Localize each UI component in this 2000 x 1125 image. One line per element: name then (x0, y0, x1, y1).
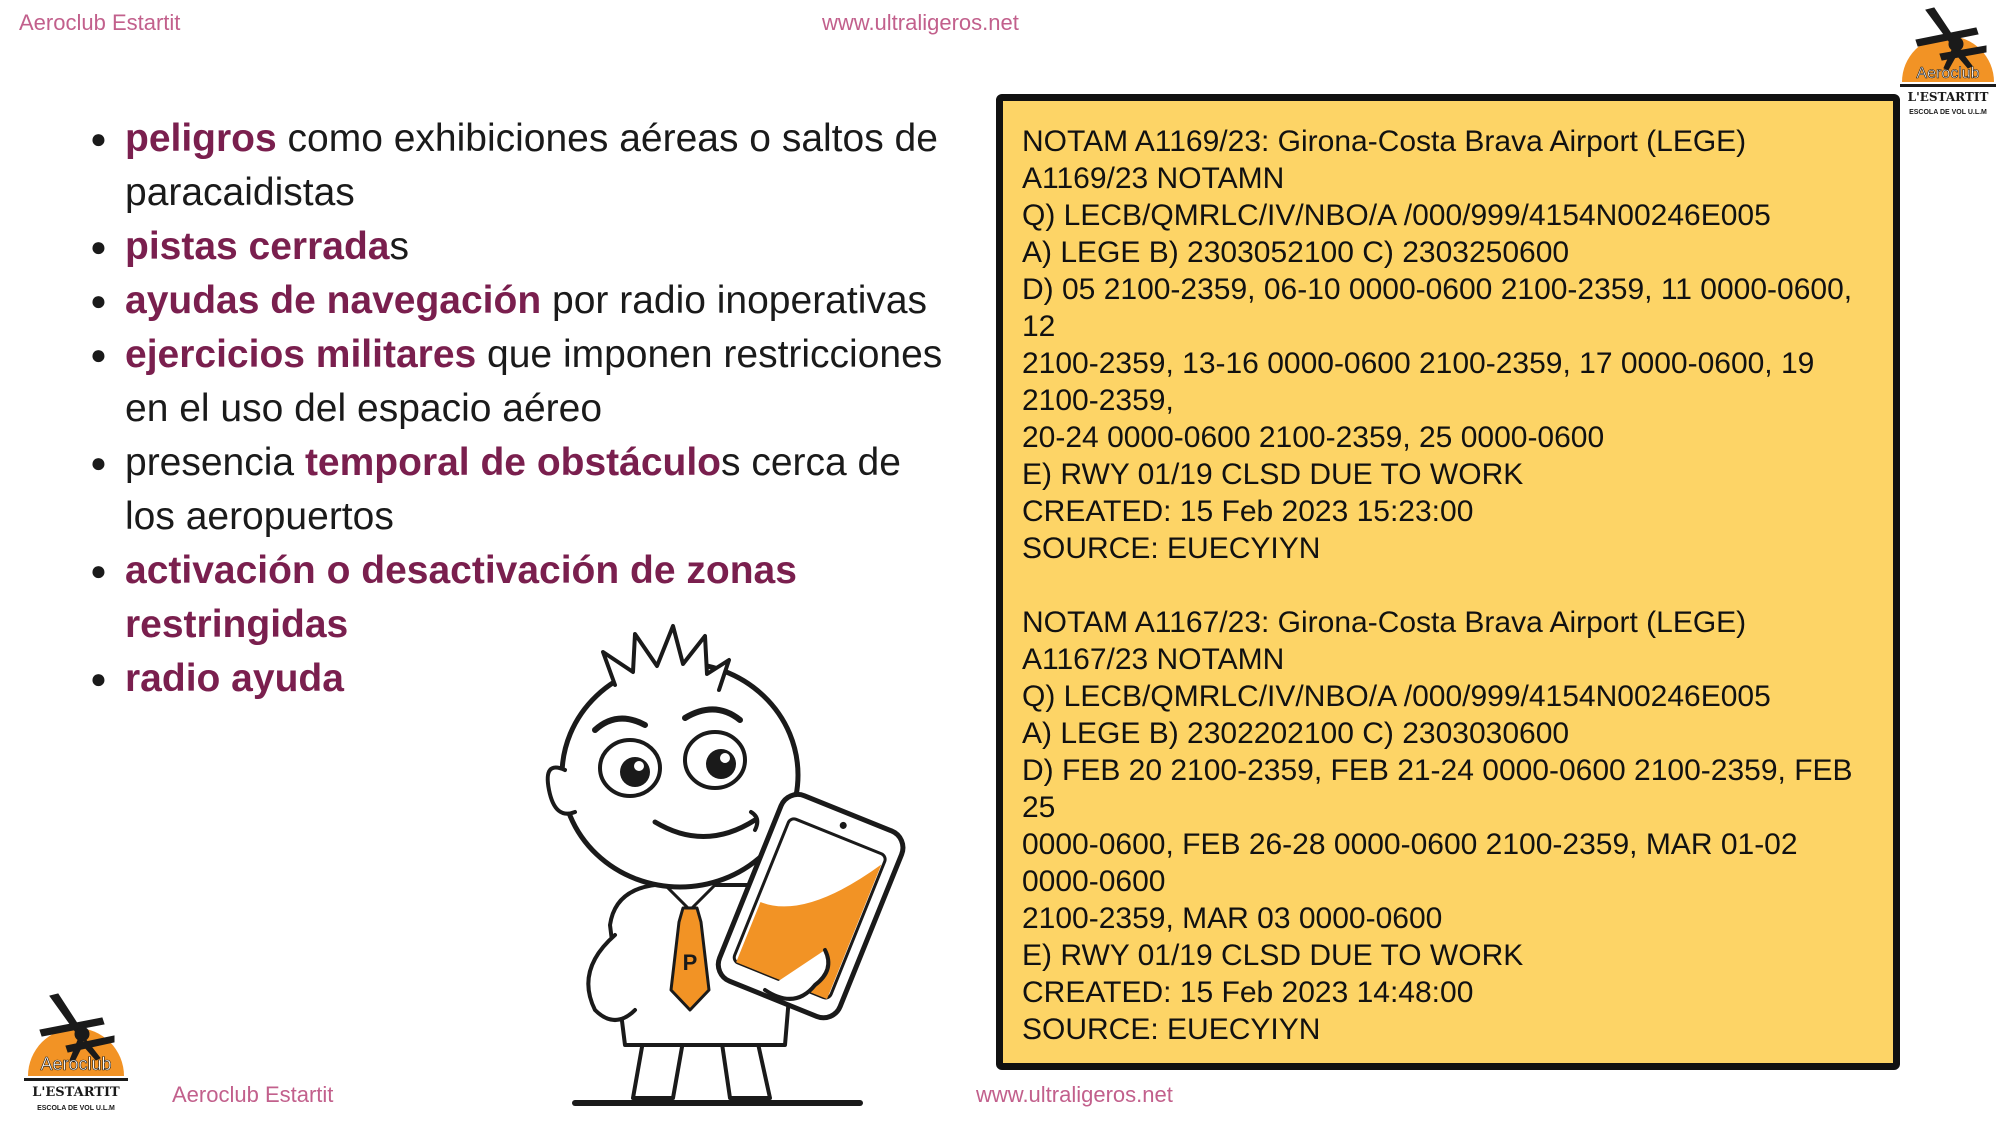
footer-url-text: www.ultraligeros.net (976, 1082, 1173, 1107)
logo-label: Aeroclub (40, 1054, 112, 1074)
notam-line: E) RWY 01/19 CLSD DUE TO WORK (1022, 939, 1524, 972)
notam-line: NOTAM A1169/23: Girona-Costa Brava Airport (LEGE) (1022, 125, 1747, 158)
logo-tagline: ESCOLA DE VOL U.L.M (37, 1105, 115, 1112)
notam-line: 0000-0600, FEB 26-28 0000-0600 2100-2359, MAR 01-02 (1022, 828, 1798, 861)
bullet-item (90, 112, 960, 220)
notam-entry (1022, 123, 1873, 567)
bullet-highlight: temporal de obstáculo (304, 441, 722, 484)
notam-line: 2100-2359, (1022, 384, 1174, 417)
notam-line: 2100-2359, MAR 03 0000-0600 (1022, 902, 1443, 935)
bullet-text: s cerca de los aeropuertos (125, 441, 901, 538)
bullet-item (90, 274, 960, 328)
footer-left-text: Aeroclub Estartit (172, 1082, 334, 1107)
bullet-item (90, 436, 960, 544)
bullet-highlight: activación o desactivación de zonas restringidas (125, 549, 797, 646)
header-left-text: Aeroclub Estartit (19, 10, 181, 35)
notam-line: D) 05 2100-2359, 06-10 0000-0600 2100-2359, 11 0000-0600, (1022, 273, 1853, 306)
notam-line: 12 (1022, 310, 1056, 343)
notam-line: A1167/23 NOTAMN (1022, 643, 1285, 676)
bullet-item (90, 220, 960, 274)
bullet-text: que imponen restricciones en el uso del espacio aéreo (125, 333, 943, 430)
bullet-highlight: ayudas de navegación (125, 279, 542, 322)
notam-line: A) LEGE B) 2303052100 C) 2303250600 (1022, 236, 1570, 269)
bullet-highlight: ejercicios militares (125, 333, 477, 376)
notam-line: SOURCE: EUECYIYN (1022, 1013, 1321, 1046)
notam-entry (1022, 604, 1873, 1048)
hair (603, 626, 729, 690)
logo-name: L'ESTARTIT (32, 1085, 120, 1100)
bullet-item (90, 328, 960, 436)
notam-line: A1169/23 NOTAMN (1022, 162, 1285, 195)
notam-line: 0000-0600 (1022, 865, 1166, 898)
notam-line: 20-24 0000-0600 2100-2359, 25 0000-0600 (1022, 421, 1605, 454)
bullet-highlight: peligros (125, 117, 277, 160)
notam-line: NOTAM A1167/23: Girona-Costa Brava Airport (LEGE) (1022, 606, 1747, 639)
notam-line: D) FEB 20 2100-2359, FEB 21-24 0000-0600 2100-2359, FEB (1022, 754, 1853, 787)
notam-line: Q) LECB/QMRLC/IV/NBO/A /000/999/4154N00246E005 (1022, 680, 1771, 713)
notam-line: SOURCE: EUECYIYN (1022, 532, 1321, 565)
bullet-text: por radio inoperativas (541, 279, 928, 322)
header-url-text: www.ultraligeros.net (822, 10, 1019, 35)
aeroclub-logo-bottom (20, 990, 132, 1118)
notam-line: CREATED: 15 Feb 2023 14:48:00 (1022, 976, 1474, 1009)
bullet-highlight: pistas cerrada (125, 225, 390, 268)
bullet-text: s (389, 225, 409, 268)
bullet-text: como exhibiciones aéreas o saltos de paracaidistas (125, 117, 938, 214)
bullet-text: presencia (125, 441, 305, 484)
tie-letter: P (682, 950, 698, 975)
bullet-highlight: radio ayuda (125, 657, 344, 700)
notam-line: 25 (1022, 791, 1056, 824)
notam-line: Q) LECB/QMRLC/IV/NBO/A /000/999/4154N00246E005 (1022, 199, 1771, 232)
notam-line: A) LEGE B) 2302202100 C) 2303030600 (1022, 717, 1570, 750)
logo-name: L'ESTARTIT (1907, 90, 1989, 104)
logo-tagline: ESCOLA DE VOL U.L.M (1909, 109, 1987, 116)
aeroclub-logo-top (1896, 2, 2000, 130)
logo-label: Aeroclub (1916, 65, 1980, 82)
cartoon-character-illustration (515, 590, 915, 1110)
notam-box (996, 94, 1900, 1070)
notam-line: 2100-2359, 13-16 0000-0600 2100-2359, 17 0000-0600, 19 (1022, 347, 1815, 380)
notam-line: E) RWY 01/19 CLSD DUE TO WORK (1022, 458, 1524, 491)
notam-line: CREATED: 15 Feb 2023 15:23:00 (1022, 495, 1474, 528)
